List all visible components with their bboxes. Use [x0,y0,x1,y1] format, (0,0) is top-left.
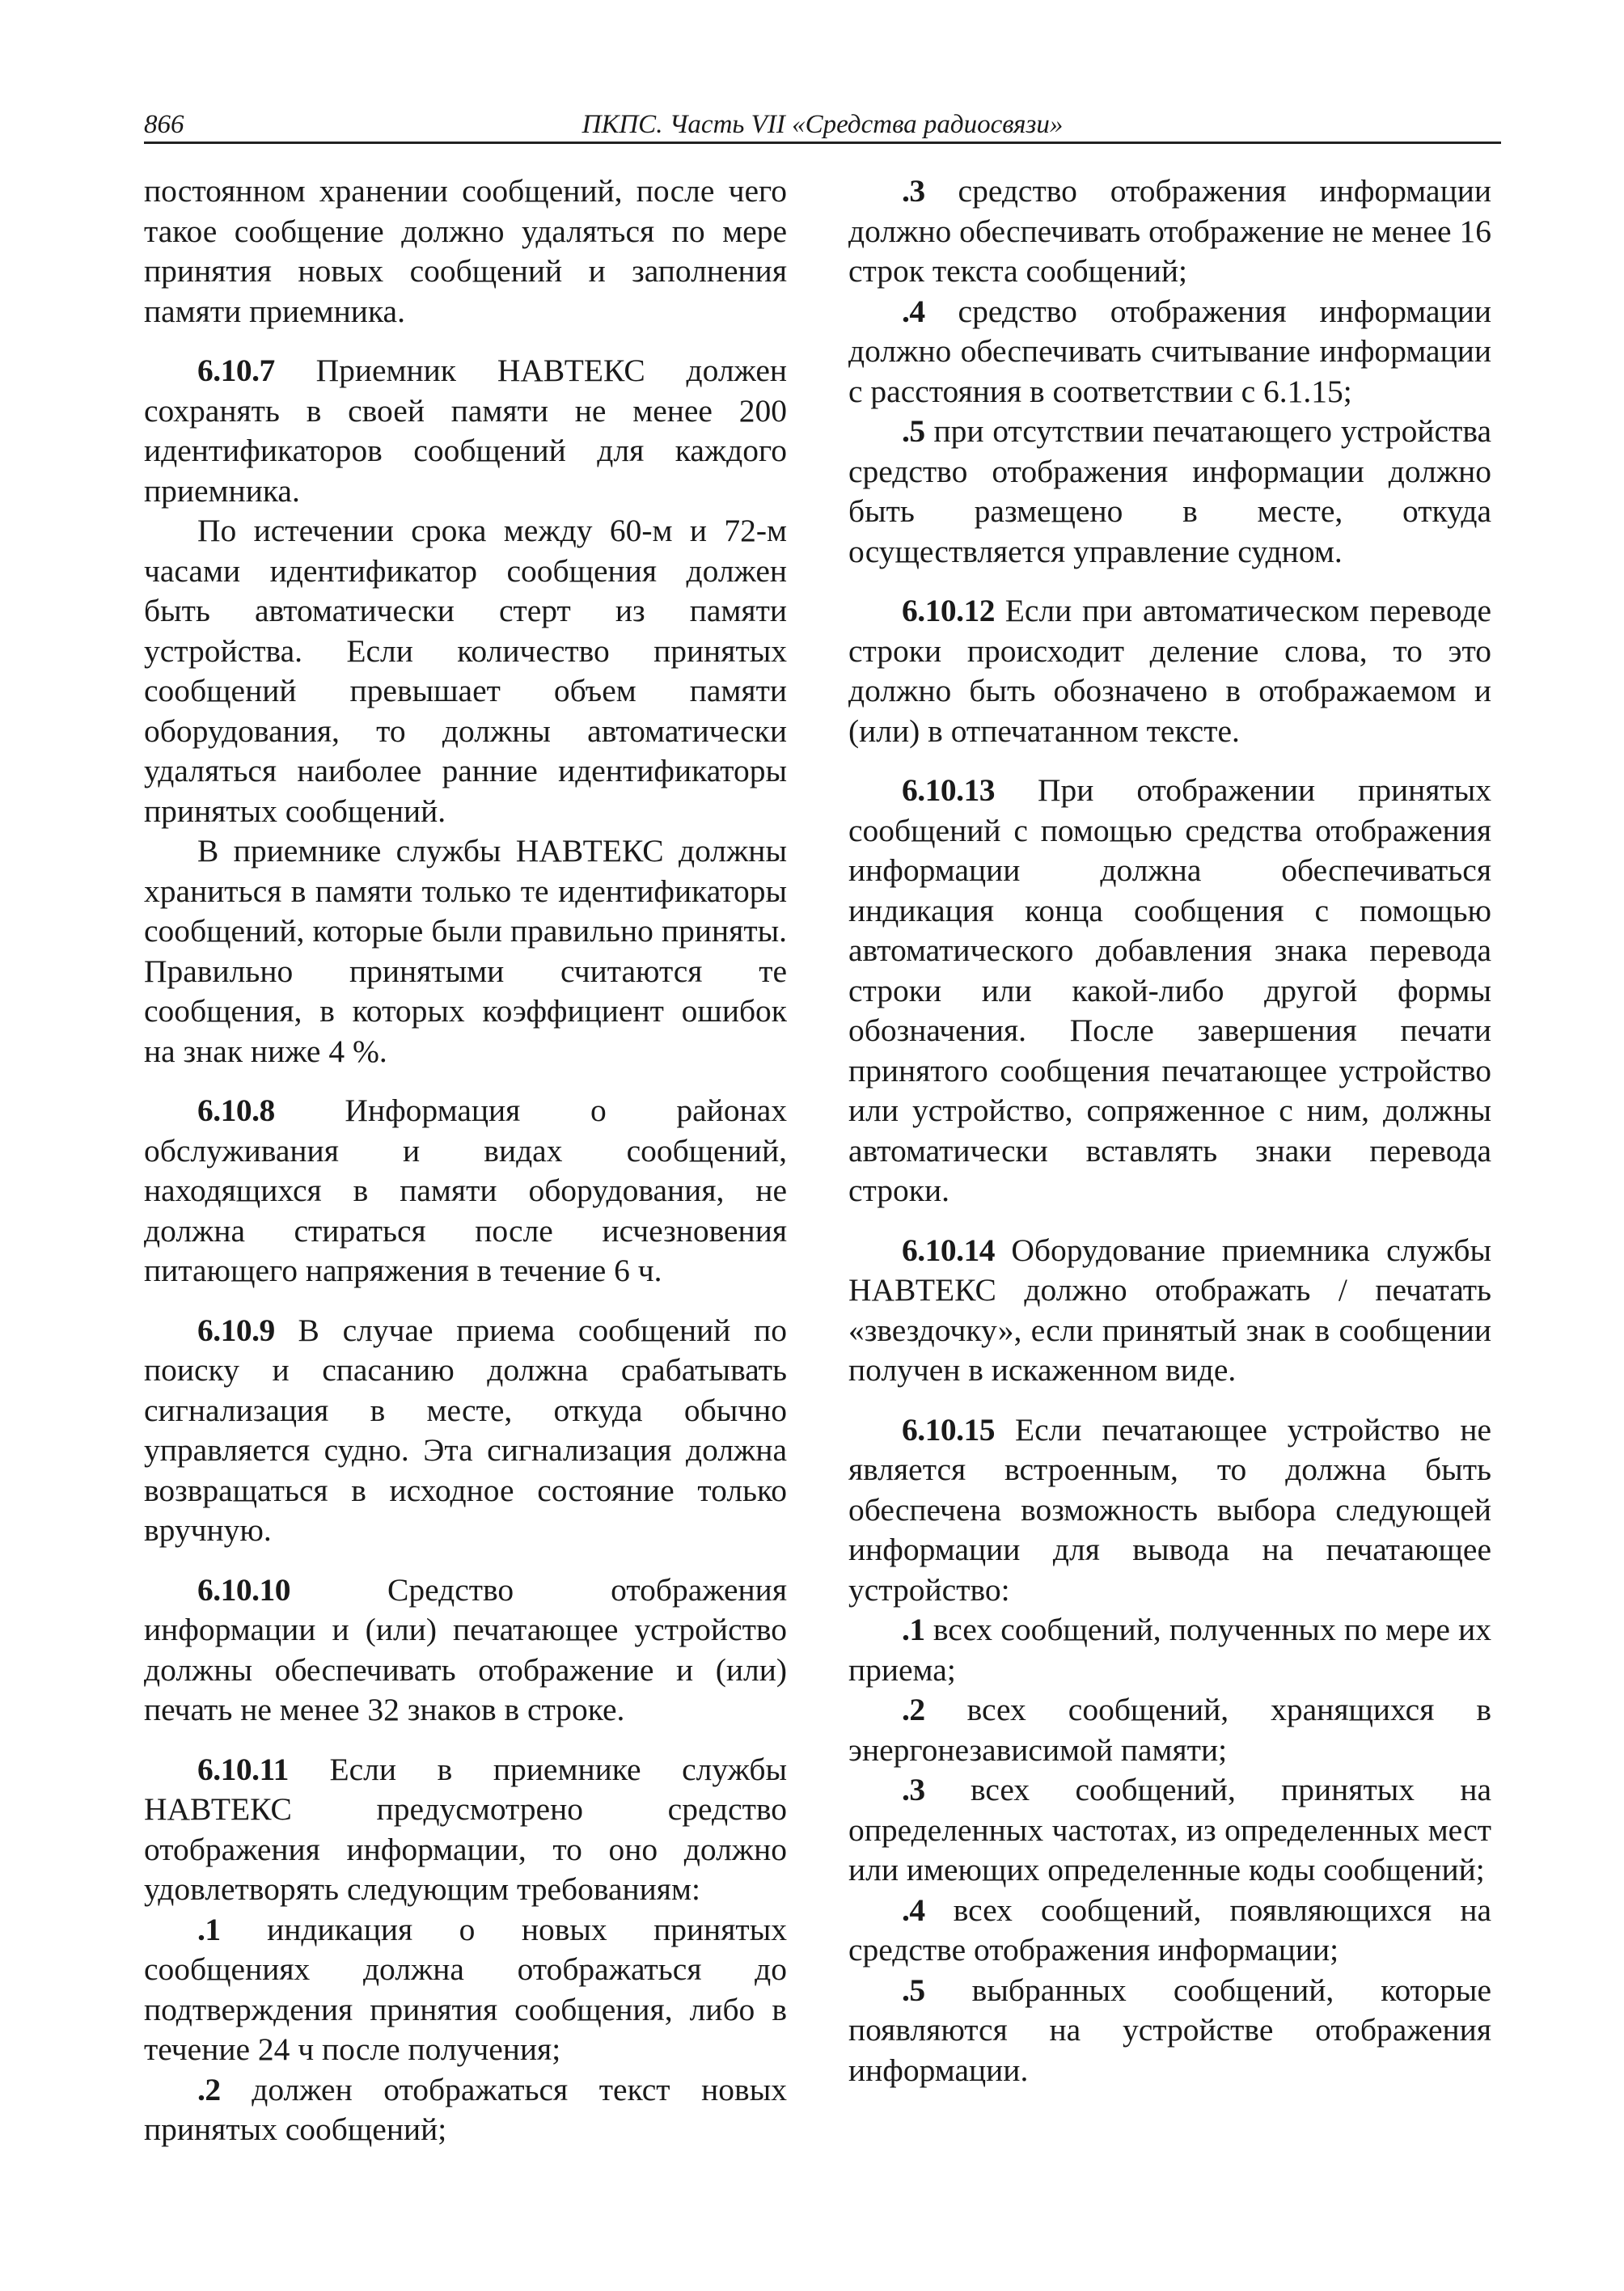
paragraph-text: Если в приемнике службы НАВТЕКС предусмотрено средство отображения информации, то оно должно удовлетворять следующим требованиям: [144,1751,787,1907]
list-item-text: индикация о новых принятых сообщениях должна отображаться до подтверждения принятия сообщения, либо в течение 24 ч после получения; [144,1911,787,2067]
clause-number: 6.10.7 [197,353,275,388]
paragraph-6-10-13 [848,771,1491,1211]
list-item-text: всех сообщений, появляющихся на средстве отображения информации; [848,1892,1491,1968]
list-item-text: средство отображения информации должно обеспечивать отображение не менее 16 строк текста сообщений; [848,173,1491,289]
clause-number: 6.10.12 [902,593,995,628]
list-item-number: .4 [902,1892,925,1928]
list-item [848,1971,1491,2091]
paragraph-text: Приемник НАВТЕКС должен сохранять в своей памяти не менее 200 идентификаторов сообщений для каждого приемника. [144,353,787,509]
paragraph-6-10-8 [144,1091,787,1291]
list-item [848,1690,1491,1770]
right-column [848,171,1491,2090]
paragraph-6-10-10 [144,1570,787,1731]
paragraph-6-10-7 [144,351,787,511]
list-item [144,1910,787,2070]
paragraph-text: В приемнике службы НАВТЕКС должны храниться в памяти только те идентификаторы сообщений, которые были правильно приняты. Правильно принятыми считаются те сообщения, в которых коэффициент ошибок на знак ниже 4 %. [144,833,787,1069]
list-item-text: при отсутствии печатающего устройства средство отображения информации должно быть размещено в месте, откуда осуществляется управление судном. [848,413,1491,569]
list-item-number: .3 [902,173,925,209]
list-item-text: всех сообщений, хранящихся в энергонезависимой памяти; [848,1692,1491,1768]
paragraph-6-10-11 [144,1750,787,1910]
paragraph-text: По истечении срока между 60-м и 72-м часами идентификатор сообщения должен быть автоматически стерт из памяти устройства. Если количество принятых сообщений превышает объем памяти оборудования, то должны автоматически удаляться наиболее ранние идентификаторы принятых сообщений. [144,513,787,829]
running-title: ПКПС. Часть VII «Средства радиосвязи» [582,110,1064,139]
list-item-text: всех сообщений, принятых на определенных частотах, из определенных мест или имеющих определенные коды сообщений; [848,1772,1491,1887]
list-item-number: .1 [902,1612,925,1647]
paragraph [144,511,787,831]
list-item-number: .2 [197,2071,221,2107]
list-item [848,1891,1491,1971]
list-item [848,292,1491,412]
paragraph-6-10-15 [848,1410,1491,1611]
clause-number: 6.10.9 [197,1312,275,1348]
list-item [848,1610,1491,1690]
list-item [848,171,1491,292]
clause-number: 6.10.11 [197,1751,289,1787]
list-item-text: выбранных сообщений, которые появляются на устройстве отображения информации. [848,1972,1491,2088]
paragraph-6-10-12 [848,591,1491,751]
paragraph-6-10-9 [144,1311,787,1551]
list-item-number: .2 [902,1692,925,1727]
clause-number: 6.10.15 [902,1411,995,1448]
list-item-number: .5 [902,1972,925,2008]
paragraph-text: При отображении принятых сообщений с помощью средства отображения информации должна обеспечиваться индикация конца сообщения с помощью автоматического добавления знака перевода строки или какой-либо другой формы обозначения. После завершения печати принятого сообщения печатающее устройство или устройство, сопряженное с ним, должны автоматически вставлять знаки перевода строки. [848,772,1491,1208]
paragraph-text: постоянном хранении сообщений, после чего такое сообщение должно удаляться по мере принятия новых сообщений и заполнения памяти приемника. [144,173,787,329]
paragraph-text: Если при автоматическом переводе строки происходит деление слова, то это должно быть обозначено в отображаемом и (или) в отпечатанном тексте. [848,593,1491,749]
paragraph-text: Информация о районах обслуживания и видах сообщений, находящихся в памяти оборудования, не должна стираться после исчезновения питающего напряжения в течение 6 ч. [144,1093,787,1288]
list-item [848,1770,1491,1891]
clause-number: 6.10.10 [197,1571,290,1608]
list-item-number: .5 [902,413,925,449]
header-rule [144,142,1501,144]
list-item-number: .1 [197,1911,221,1947]
paragraph-text: Средство отображения информации и (или) печатающее устройство должны обеспечивать отображение и (или) печать не менее 32 знаков в строке. [144,1571,787,1727]
list-item-text: должен отображаться текст новых принятых сообщений; [144,2071,787,2147]
list-item [848,412,1491,572]
clause-number: 6.10.8 [197,1093,275,1128]
page-header [144,107,1501,142]
paragraph [144,831,787,1072]
page-number: 866 [144,110,184,139]
paragraph-text: Если печатающее устройство не является встроенным, то должна быть обеспечена возможность выбора следующей информации для вывода на печатающее устройство: [848,1411,1491,1608]
paragraph [144,171,787,332]
paragraph-6-10-14 [848,1231,1491,1391]
paragraph-text: В случае приема сообщений по поиску и спасанию должна срабатывать сигнализация в месте, откуда обычно управляется судно. Эта сигнализация должна возвращаться в исходное состояние только вручную. [144,1312,787,1548]
list-item-number: .4 [902,293,925,329]
left-column [144,171,787,2150]
list-item-number: .3 [902,1772,925,1807]
clause-number: 6.10.14 [902,1232,995,1268]
clause-number: 6.10.13 [902,772,995,808]
list-item-text: средство отображения информации должно обеспечивать считывание информации с расстояния в соответствии с 6.1.15; [848,293,1491,409]
list-item [144,2070,787,2150]
list-item-text: всех сообщений, полученных по мере их приема; [848,1612,1491,1688]
paragraph-text: Оборудование приемника службы НАВТЕКС должно отображать / печатать «звездочку», если принятый знак в сообщении получен в искаженном виде. [848,1232,1491,1388]
